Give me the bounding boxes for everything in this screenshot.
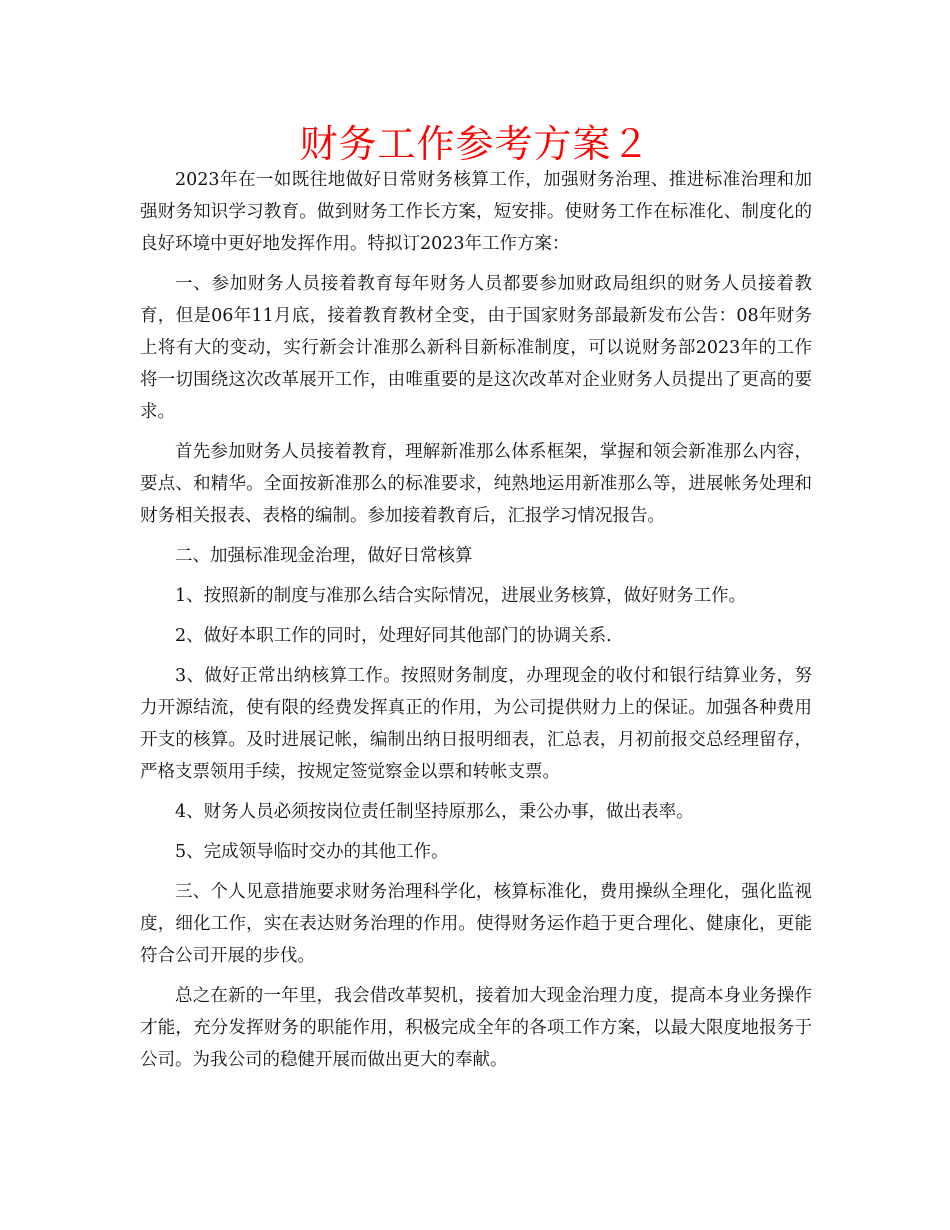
paragraph-section-3: 三、个人见意措施要求财务治理科学化，核算标准化，费用操纵全理化，强化监视度，细化工作，实在表达财务治理的作用。使得财务运作趋于更合理化、健康化，更能符合公司开展的步伐。	[140, 882, 812, 966]
document-title: 财务工作参考方案２	[299, 122, 651, 166]
paragraph-training: 首先参加财务人员接着教育，理解新准那么体系框架，掌握和领会新准那么内容，要点、和精华。全面按新准那么的标准要求，纯熟地运用新准那么等，进展帐务处理和财务相关报表、表格的编制。参加接着教育后，汇报学习情况报告。	[140, 442, 812, 526]
paragraph-item-3: 3、做好正常出纳核算工作。按照财务制度，办理现金的收付和银行结算业务，努力开源结流，使有限的经费发挥真正的作用，为公司提供财力上的保证。加强各种费用开支的核算。及时进展记帐，编制出纳日报明细表，汇总表，月初前报交总经理留存，严格支票领用手续，按规定签觉察金以票和转帐支票。	[140, 666, 812, 782]
paragraph-conclusion: 总之在新的一年里，我会借改革契机，接着加大现金治理力度，提高本身业务操作才能，充分发挥财务的职能作用，积极完成全年的各项工作方案，以最大限度地报务于公司。为我公司的稳健开展而做出更大的奉献。	[140, 986, 812, 1070]
paragraph-section-2-heading: 二、加强标准现金治理，做好日常核算	[175, 546, 473, 566]
paragraph-section-1: 一、参加财务人员接着教育每年财务人员都要参加财政局组织的财务人员接着教育，但是06年11月底，接着教育教材全变，由于国家财务部最新发布公告：08年财务上将有大的变动，实行新会计准那么新科目新标准制度，可以说财务部2023年的工作将一切围绕这次改革展开工作，由唯重要的是这次改革对企业财务人员提出了更高的要求。	[140, 274, 812, 422]
document-body	[140, 164, 812, 1084]
paragraph-item-4: 4、财务人员必须按岗位责任制坚持原那么，秉公办事，做出表率。	[175, 802, 694, 822]
paragraph-item-1: 1、按照新的制度与准那么结合实际情况，进展业务核算，做好财务工作。	[175, 586, 747, 606]
paragraph-item-5: 5、完成领导临时交办的其他工作。	[175, 842, 449, 862]
paragraph-intro: 2023年在一如既往地做好日常财务核算工作，加强财务治理、推进标准治理和加强财务知识学习教育。做到财务工作长方案，短安排。使财务工作在标准化、制度化的良好环境中更好地发挥作用。特拟订2023年工作方案：	[140, 170, 812, 254]
paragraph-item-2: 2、做好本职工作的同时，处理好同其他部门的协调关系.	[175, 626, 612, 646]
